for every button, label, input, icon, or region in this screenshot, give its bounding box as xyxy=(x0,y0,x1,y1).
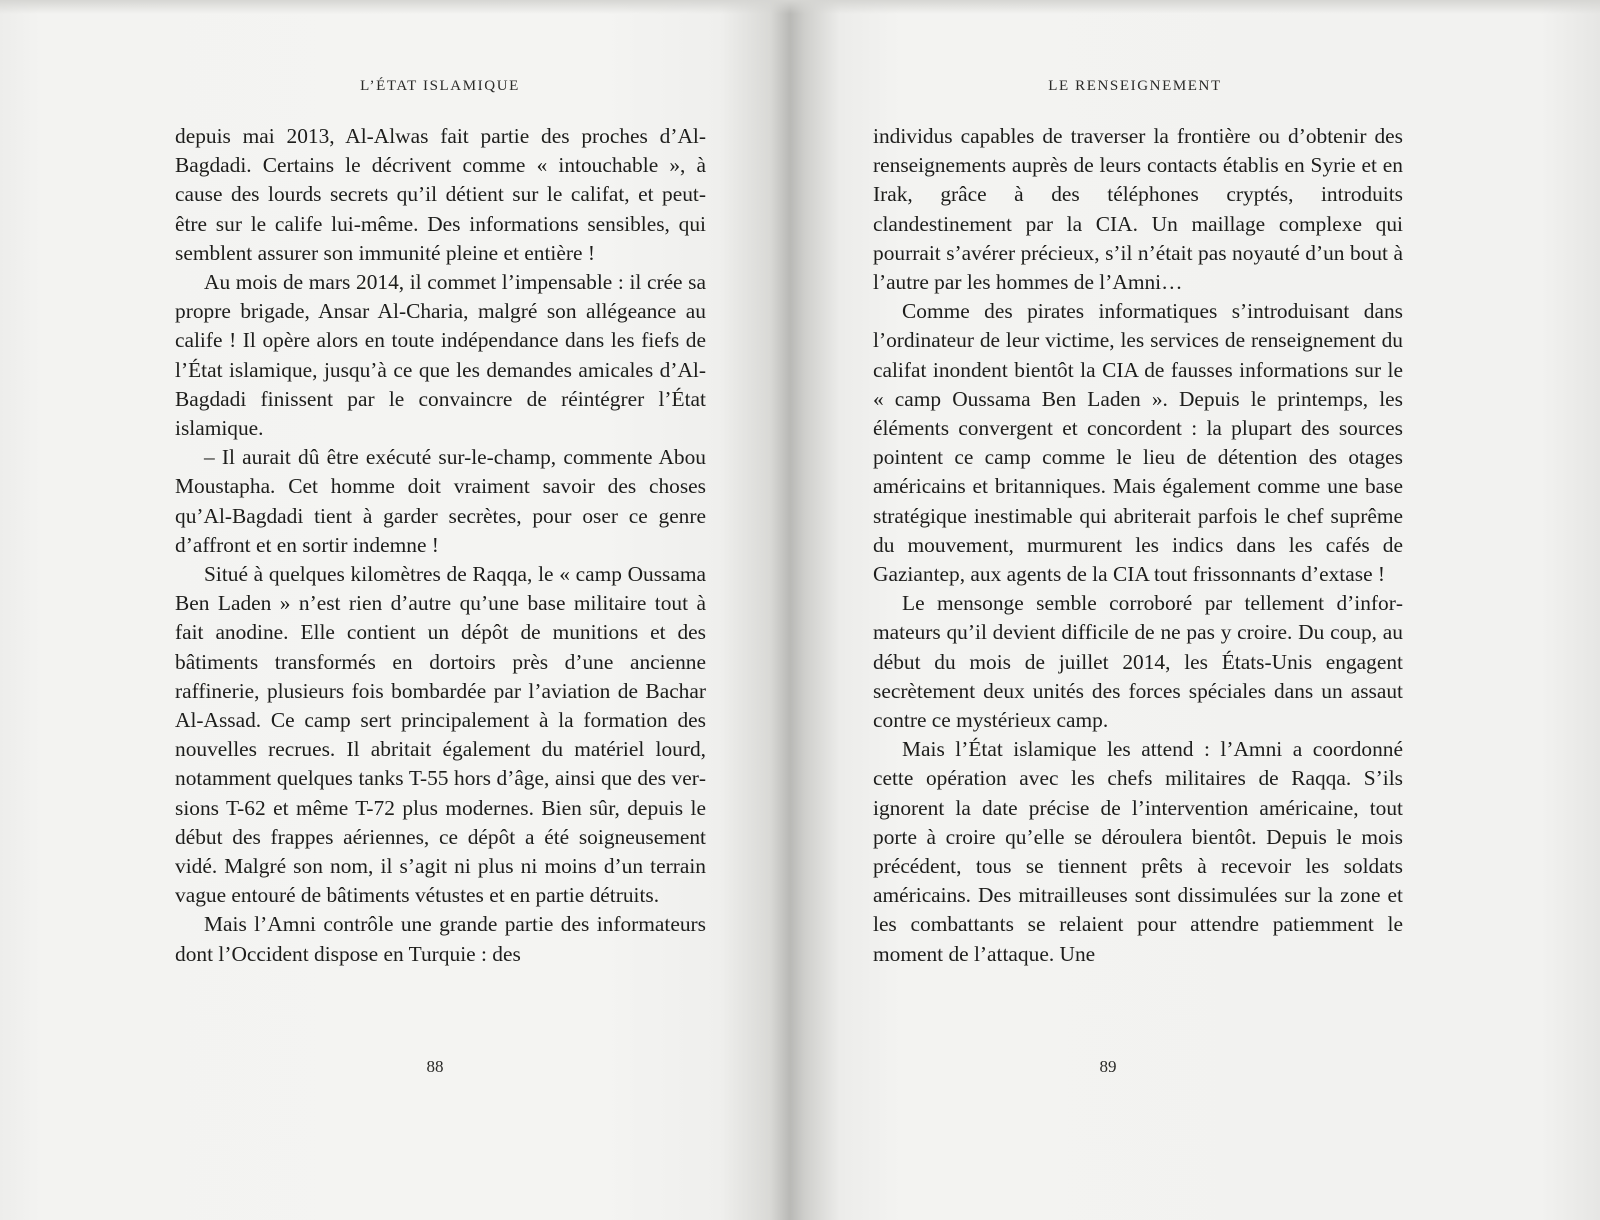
right-page xyxy=(800,0,1600,1220)
paragraph: Le mensonge semble corroboré par tellement d’informateurs qu’il devient difficile de ne pas y croire. Du coup, au début du mois de juillet 2014, les États-Unis engagent secrètement deux unités des forces spéciales dans un assaut contre ce mystérieux camp. xyxy=(873,591,1403,733)
paragraph: Situé à quelques kilomètres de Raqqa, le « camp Oussama Ben Laden » n’est rien d’autre qu’une base militaire tout à fait anodine. Elle contient un dépôt de munitions et des bâtiments transformés en dortoirs près d’une ancienne raffinerie, plusieurs fois bombardée par l’aviation de Bachar Al-Assad. Ce camp sert principalement à la formation des nouvelles recrues. Il abritait également du matériel lourd, notamment quelques tanks T-55 hors d’âge, ainsi que des versions T-62 et même T-72 plus modernes. Bien sûr, depuis le début des frappes aériennes, ce dépôt a été soigneusement vidé. Malgré son nom, il s’agit ni plus ni moins d’un terrain vague entouré de bâtiments vétustes et en partie détruits. xyxy=(175,562,706,908)
paragraph: Au mois de mars 2014, il commet l’impensable : il crée sa propre brigade, Ansar Al-Charia, malgré son allégeance au calife ! Il opère alors en toute indépendance dans les fiefs de l’État islamique, jusqu’à ce que les demandes amicales d’Al-Bagdadi finissent par le convaincre de réintégrer l’État islamique. xyxy=(175,270,706,441)
left-page-number: 88 xyxy=(426,1057,444,1076)
left-page xyxy=(0,0,790,1220)
right-running-head: LE RENSEIGNEMENT xyxy=(1048,78,1222,94)
paragraph: – Il aurait dû être exécuté sur-le-champ, commente Abou Moustapha. Cet homme doit vraiment savoir des choses qu’Al-Bagdadi tient à garder secrètes, pour oser ce genre d’affront et en sortir indemne ! xyxy=(175,445,706,557)
paragraph: Mais l’État islamique les attend : l’Amni a coordonné cette opération avec les chefs militaires de Raqqa. S’ils ignorent la date précise de l’intervention américaine, tout porte à croire qu’elle se déroulera bientôt. Depuis le mois précédent, tous se tiennent prêts à recevoir les soldats américains. Des mitrailleuses sont dissimulées sur la zone et les combattants se relaient pour attendre patiemment le moment de l’attaque. Une xyxy=(873,737,1403,966)
left-body-text xyxy=(175,122,706,969)
left-running-head: L’ÉTAT ISLAMIQUE xyxy=(360,78,520,94)
paragraph: individus capables de traverser la frontière ou d’obtenir des renseignements auprès de leurs contacts établis en Syrie et en Irak, grâce à des téléphones cryptés, introduits clandestinement par la CIA. Un maillage complexe qui pourrait s’avérer précieux, s’il n’était pas noyauté d’un bout à l’autre par les hommes de l’Amni… xyxy=(873,124,1403,295)
right-body-text xyxy=(873,122,1403,969)
right-page-number: 89 xyxy=(1099,1057,1117,1076)
paragraph: depuis mai 2013, Al-Alwas fait partie des proches d’Al-Bagdadi. Certains le décrivent comme « intouchable », à cause des lourds secrets qu’il détient sur le califat, et peut-être sur le calife lui-même. Des informations sensibles, qui semblent assurer son immunité pleine et entière ! xyxy=(175,124,706,265)
paragraph: Comme des pirates informatiques s’introduisant dans l’ordinateur de leur victime, les services de renseignement du califat inondent bientôt la CIA de fausses informations sur le « camp Oussama Ben Laden ». Depuis le printemps, les éléments convergent et concordent : la plupart des sources pointent ce camp comme le lieu de détention des otages américains et britanniques. Mais également comme une base stratégique inestimable qui abriterait parfois le chef suprême du mouvement, murmurent les indics dans les cafés de Gaziantep, aux agents de la CIA tout frissonnants d’extase ! xyxy=(873,299,1403,587)
paragraph: Mais l’Amni contrôle une grande partie des informateurs dont l’Occident dispose en Turquie : des xyxy=(175,912,706,966)
